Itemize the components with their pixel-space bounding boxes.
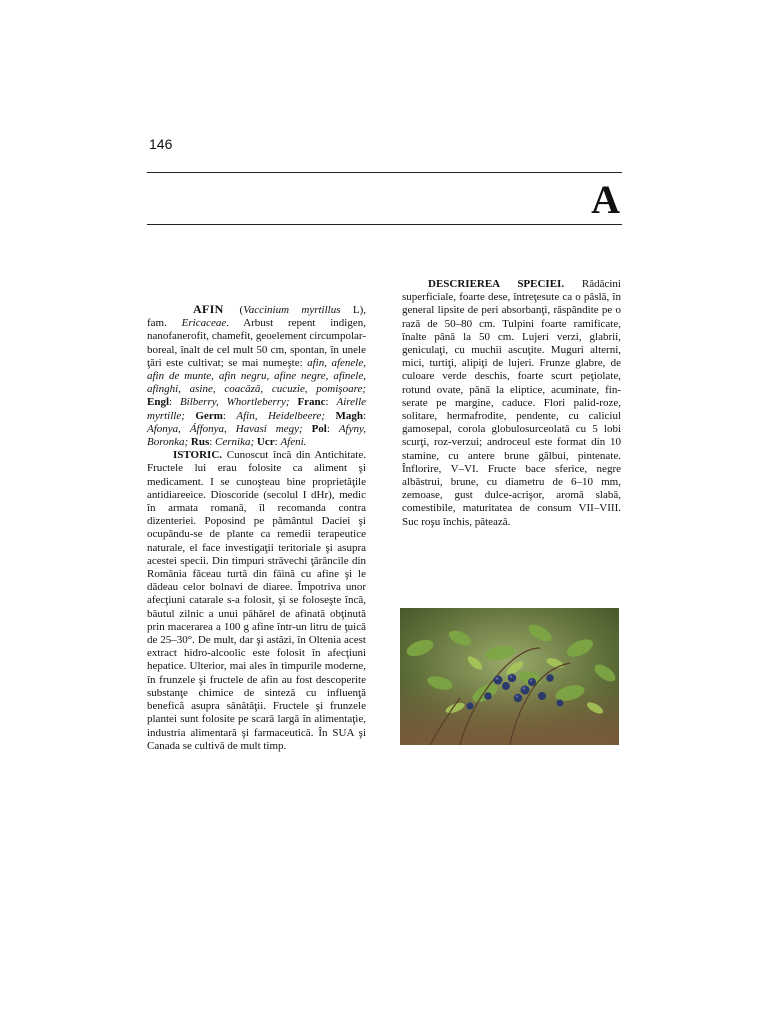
descriere-heading: DESCRIEREA SPECIEI.: [428, 278, 565, 290]
header-rule-bottom: [147, 224, 622, 225]
lang-germ: Germ: [195, 409, 223, 422]
descriere-paragraph: [402, 278, 621, 529]
header-rule-top: [147, 172, 622, 173]
latin-genus: Vaccinium: [243, 304, 290, 316]
family-name: Ericaceae: [181, 317, 227, 330]
right-column: [402, 278, 621, 529]
names-engl: Bilberry, Whortleberry;: [179, 396, 290, 409]
bilberry-illustration: [400, 608, 619, 745]
intro-text: L), fam.: [147, 304, 366, 330]
names-pol: Afyny, Boronka;: [147, 422, 367, 449]
istoric-text: Cunoscut încă din Antichitate. Fructele lui erau folosite ca aliment şi medicament. I se cunoşteau bine proprietăţile antidiareeice. Dioscoride (secolul I dHr), medic în armata romană, îl recomanda contra dizenteriei. Poposind pe pământul Daciei şi ocupându-se de plante ca remedii terapeutice naturale, el face investigaţii teritoriale şi asupra acestei specii. Din timpuri străvechi ţărăncile din România făceau turtă din făină cu afine şi le dădeau celor bolnavi de diaree. Împotriva unor afecţiuni catarale s-a folosit, şi se foloseşte încă, băutul zilnic a unui păhărel de afinată obţinută prin macerarea a 100 g afine într-un litru de ţuică de 25–30°. De mult, dar şi astăzi, în Oltenia acest extract hidro-alcoolic este folosit în afecţiuni hepatice. Ulterior, mai ales în timpurile moderne, în frunzele şi fructele de afin au fost descoperite substanţe chimice de sinteză cu influenţă benefică asupra sănătăţii. Fructele şi frunzele plantei sunt folosite pe scară largă în alimentaţie, industria alimentară şi farmaceutică. În SUA şi Canada se cultivă de mult timp.: [147, 449, 366, 752]
latin-species: myrtillus: [301, 304, 341, 316]
bilberry-photo: [400, 608, 619, 745]
istoric-heading: ISTORIC.: [173, 449, 223, 462]
names-franc: Airelle myrtille;: [147, 396, 367, 422]
lang-ucr: Ucr: [256, 436, 275, 449]
names-germ: Afin, Heidelbeere;: [236, 409, 325, 422]
entry-paragraph: AFIN (Vaccinium myrtillus L), fam. Ericaceae. Arbust repent indigen, nanofanerofit, chamefit, geoelement circumpolar-boreal, înalt de cel mult 50 cm, spontan, în unele ţări este cultivat; se mai numeşte: afin, afenele, afin de munte, afin negru, afine negre, afinele, afinghi, asine, coacăză, cucuzie, pomişoare; Engl: Bilberry, Whortleberry; Franc: Airelle myrtille; Germ: Afin, Heidelbeere; Magh: Afonya, Áffonya, Havasi megy; Pol: Afyny, Boronka; Rus: Cernika; Ucr: Afeni.: [147, 302, 367, 449]
popular-names: afin, afenele, afin de munte, afin negru, afine negre, afinele, afinghi, asine, coacăză, cucuzie, pomişoare;: [147, 356, 366, 396]
descriere-text: Rădăcini superficiale, foarte dese, întreţesute ca o pâslă, în general lipsite de peri absorbanţi, răspândite pe o rază de 50–80 cm. Tulpini foarte ramificate, înalte până la 50 cm. Lujeri verzi, glabrii, geniculaţi, cu muchii ascuţite. Muguri alterni, mici, turtiţi, alipiţi de lujeri. Frunze glabre, de culoare verde deschis, foarte scurt peţiolate, rotund ovate, până la eliptice, acuminate, fin-serate pe margine, caduce. Flori palid-roze, solitare, hermafrodite, pendente, cu caliciul gamosepal, corola globulosurceolată cu 5 lobi scurţi, roz-verzui; androceul este format din 10 stamine, cu antere brune gălbui, pintenate. Înflorire, V–VI. Fructe bace sferice, negre albăstrui, brune, cu diametru de 6–10 mm, zemoase, gust dulce-acrişor, aromă slabă, comestibile, maturitatea de consum VII–VIII. Suc roşu închis, pătează.: [402, 278, 621, 528]
lang-rus: Rus: [190, 436, 210, 449]
intro-rest: . Arbust repent indigen, nanofanerofit, chamefit, geoelement circumpolar-boreal, înalt de cel mult 50 cm, spontan, în unele ţări este cultivat; se mai numeşte:: [147, 317, 366, 369]
left-column: [147, 303, 366, 753]
lang-franc: Franc: [297, 396, 326, 409]
istoric-paragraph: [147, 449, 366, 753]
section-letter: A: [591, 177, 620, 222]
lang-pol: Pol: [311, 422, 327, 435]
entry-title: AFIN: [193, 302, 224, 316]
names-magh: Afonya, Áffonya, Havasi megy;: [147, 422, 303, 435]
page-number: 146: [149, 136, 173, 152]
names-ucr: Afeni.: [280, 436, 307, 449]
lang-engl: Engl: [147, 396, 170, 409]
lang-magh: Magh: [335, 409, 363, 422]
names-rus: Cernika;: [215, 436, 255, 449]
